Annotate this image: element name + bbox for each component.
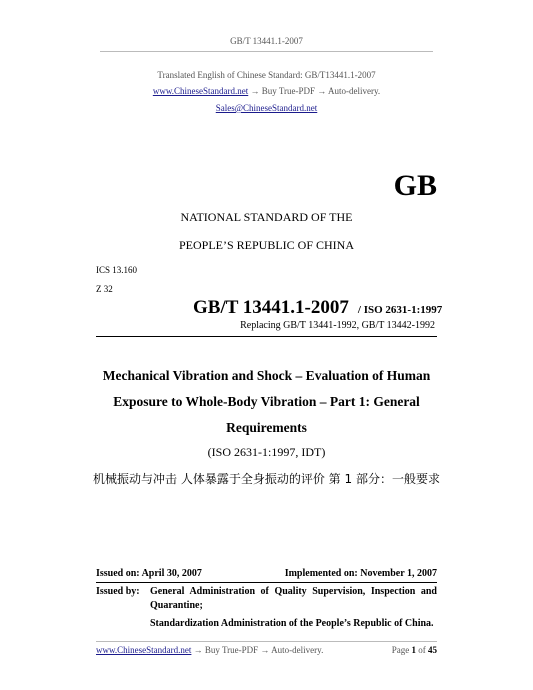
replacing-note: Replacing GB/T 13441-1992, GB/T 13442-1992 [240, 320, 435, 331]
translation-note: Translated English of Chinese Standard: GB/T13441.1-2007 [157, 70, 376, 80]
page-of: of [418, 645, 426, 655]
national-standard-line2: PEOPLE’S REPUBLIC OF CHINA [178, 238, 355, 252]
standard-number-line [193, 297, 442, 319]
iso-reference: / ISO 2631-1:1997 [357, 304, 443, 316]
page-counter [392, 645, 437, 655]
national-standard-line1: NATIONAL STANDARD OF THE [180, 210, 353, 224]
title-line-2: Exposure to Whole-Body Vibration – Part 1: General [113, 394, 420, 409]
issued-by-label: Issued by: [96, 586, 140, 597]
iso-idt-note: (ISO 2631-1:1997, IDT) [207, 445, 326, 459]
issued-on: Issued on: April 30, 2007 [96, 568, 202, 579]
footer-purchase-text: → Buy True-PDF → Auto-delivery. [191, 645, 324, 655]
implemented-on: Implemented on: November 1, 2007 [284, 568, 437, 579]
chinese-title: 机械振动与冲击 人体暴露于全身振动的评价 第 1 部分：一般要求 [93, 472, 440, 486]
purchase-note [0, 86, 533, 96]
title-line-3: Requirements [226, 420, 307, 435]
running-header: GB/T 13441.1-2007 [230, 36, 303, 46]
email-line [0, 103, 533, 113]
issued-by-line-3: Standardization Administration of the People’s Republic of China. [150, 618, 434, 629]
footer-purchase-note [96, 645, 323, 655]
issued-by-line-2: Quarantine; [150, 600, 203, 611]
footer-site-link[interactable]: www.ChineseStandard.net [96, 645, 192, 655]
header-rule [100, 51, 433, 52]
footer-rule [96, 641, 437, 642]
page-total: 45 [428, 645, 437, 655]
email-link[interactable]: Sales@ChineseStandard.net [215, 103, 318, 113]
ics-code: ICS 13.160 [96, 265, 138, 275]
title-line-1: Mechanical Vibration and Shock – Evaluation of Human [102, 368, 431, 383]
page-prefix: Page [391, 645, 410, 655]
ccs-code: Z 32 [96, 284, 113, 294]
title-top-rule [96, 336, 437, 337]
issued-by-line-1: General Administration of Quality Supervision, Inspection and [150, 586, 437, 597]
page-number: 1 [411, 645, 416, 655]
purchase-text: → Buy True-PDF → Auto-delivery. [248, 86, 381, 96]
standard-number: GB/T 13441.1-2007 [193, 297, 349, 318]
issue-rule [96, 582, 437, 583]
gb-mark: GB [393, 169, 437, 202]
site-link[interactable]: www.ChineseStandard.net [152, 86, 249, 96]
